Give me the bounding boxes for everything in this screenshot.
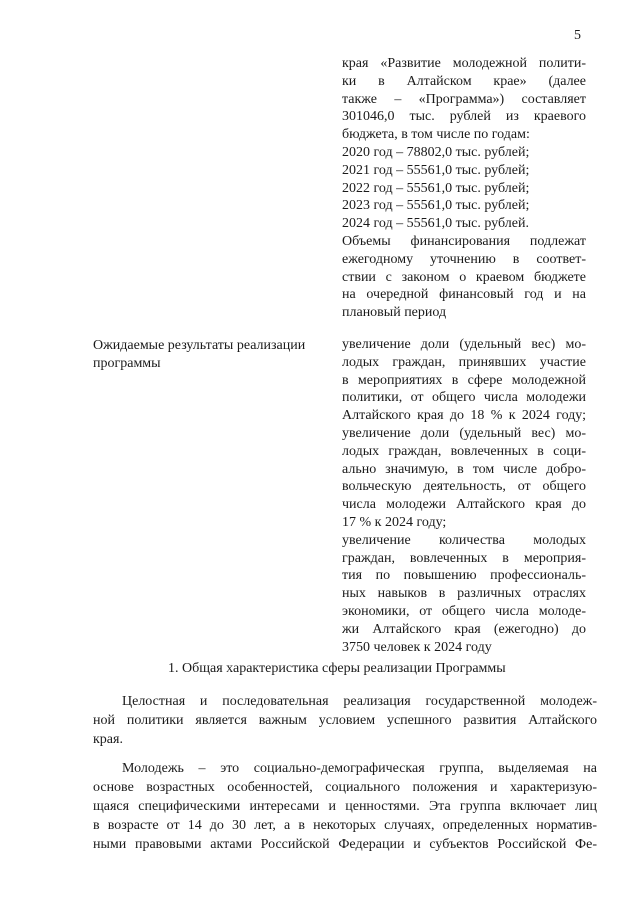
funding-year-2024: 2024 год – 55561,0 тыс. рублей.: [342, 216, 529, 232]
section-heading: 1. Общая характеристика сферы реализации Программы: [168, 661, 506, 676]
funding-line: бюджета, в том числе по годам:: [342, 127, 530, 143]
page-number: 5: [574, 28, 581, 43]
paragraph-line: в возрасте от 14 до 30 лет, а в некоторых случаях, определенных норматив-: [93, 818, 597, 833]
results-line: 17 % к 2024 году;: [342, 514, 447, 530]
funding-year-2023: 2023 год – 55561,0 тыс. рублей;: [342, 198, 530, 214]
body-text: [93, 692, 597, 854]
funding-year-2020: 2020 год – 78802,0 тыс. рублей;: [342, 144, 530, 160]
label-line: программы: [93, 355, 161, 371]
results-line: лодых граждан, принявших участие: [342, 354, 586, 370]
funding-line: Объемы финансирования подлежат: [342, 233, 586, 249]
results-line: ально значимую, в том числе добро-: [342, 461, 586, 477]
paragraph-line: основе возрастных особенностей, социального положения и характеризую-: [93, 780, 597, 795]
funding-line: ки в Алтайском крае» (далее: [342, 73, 586, 89]
label-line: Ожидаемые результаты реализации: [93, 338, 306, 353]
funding-line: ежегодному уточнению в соответ-: [342, 251, 586, 267]
funding-line: ствии с законом о краевом бюджете: [342, 269, 586, 285]
results-line: в мероприятиях в сфере молодежной: [342, 372, 586, 388]
funding-line: также – «Программа») составляет: [342, 91, 586, 107]
funding-line: края «Развитие молодежной полити-: [342, 56, 586, 71]
funding-line: на очередной финансовый год и на: [342, 287, 586, 303]
results-line: лодых граждан, вовлеченных в соци-: [342, 443, 586, 459]
results-line: увеличение доли (удельный вес) мо-: [342, 425, 586, 441]
results-line: ных навыков в различных отраслях: [342, 586, 586, 602]
results-line: жи Алтайского края (ежегодно) до: [342, 621, 586, 637]
results-line: вольческую деятельность, от общего: [342, 479, 586, 495]
paragraph-line: края.: [93, 732, 123, 747]
paragraph-line: ной политики является важным условием успешного развития Алтайского: [93, 713, 597, 728]
results-line: 3750 человек к 2024 году: [342, 639, 492, 655]
paragraph-line: щаяся специфическими интересами и ценностями. Эта группа включает лиц: [93, 799, 597, 814]
results-line: экономики, от общего числа молоде-: [342, 603, 586, 619]
funding-line: плановый период: [342, 305, 447, 321]
results-line: тия по повышению профессиональ-: [342, 568, 586, 584]
paragraph-line: Молодежь – это социально-демографическая группа, выделяемая на: [122, 761, 597, 776]
results-line: политики, от общего числа молодежи: [342, 390, 586, 406]
expected-results-label: [93, 337, 333, 373]
results-line: увеличение доли (удельный вес) мо-: [342, 337, 586, 352]
paragraph-line: ными правовыми актами Российской Федерации и субъектов Российской Фе-: [93, 837, 597, 852]
funding-year-2021: 2021 год – 55561,0 тыс. рублей;: [342, 162, 530, 178]
results-line: Алтайского края до 18 % к 2024 году;: [342, 408, 586, 424]
funding-year-2022: 2022 год – 55561,0 тыс. рублей;: [342, 180, 530, 196]
expected-results-cell: [342, 336, 586, 656]
paragraph-line: Целостная и последовательная реализация государственной молодеж-: [122, 694, 597, 709]
funding-line: 301046,0 тыс. рублей из краевого: [342, 109, 586, 125]
funding-volume-cell: [342, 55, 586, 322]
results-line: числа молодежи Алтайского края до: [342, 497, 586, 513]
results-line: граждан, вовлеченных в мероприя-: [342, 550, 586, 566]
results-line: увеличение количества молодых: [342, 532, 586, 548]
